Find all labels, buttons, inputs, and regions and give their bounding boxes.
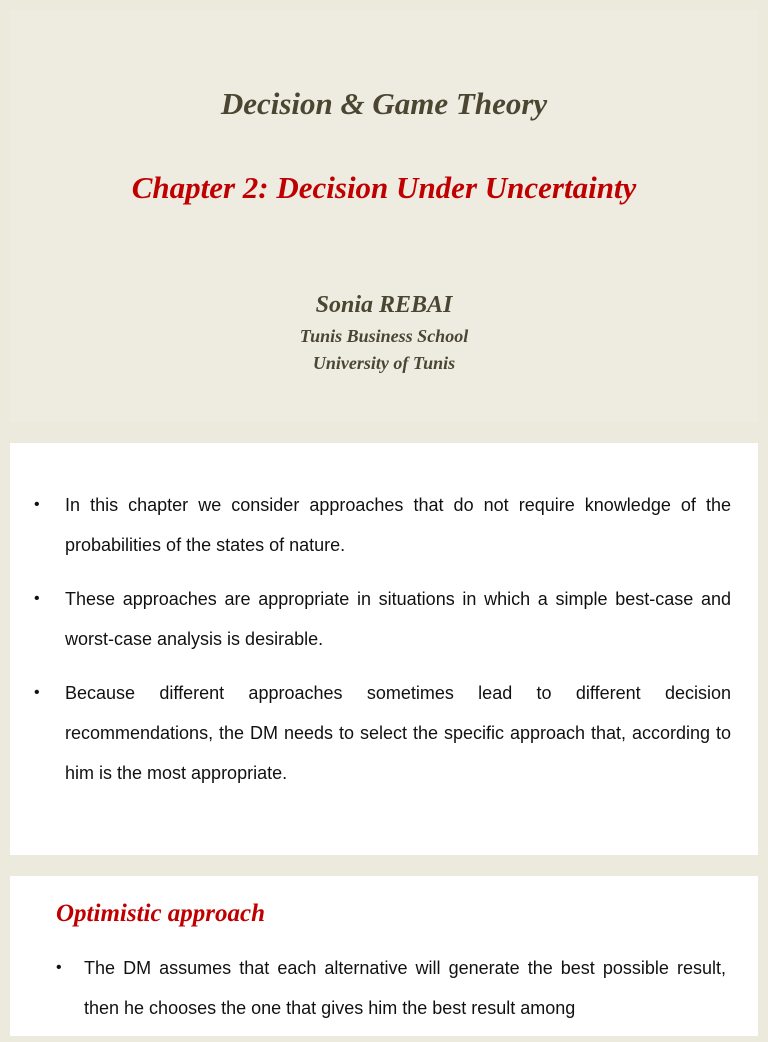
bullet-text: In this chapter we consider approaches that do not require knowledge of the probabilities of the states of nature. — [65, 495, 731, 555]
bullet-list — [10, 948, 758, 1042]
course-title: Decision & Game Theory — [220, 86, 548, 121]
chapter-title: Chapter 2: Decision Under Uncertainty — [131, 170, 637, 205]
bullet-list — [10, 485, 758, 807]
author-name: Sonia REBAI — [315, 292, 453, 318]
affiliation-university: University of Tunis — [312, 353, 456, 373]
bullet-icon: • — [56, 959, 62, 976]
list-item — [10, 579, 758, 659]
affiliation-school: Tunis Business School — [299, 326, 469, 346]
bullet-text: Because different approaches sometimes lead to different decision recommendations, the DM needs to select the specific approach that, according to him is the most appropriate. — [65, 683, 731, 783]
title-slide — [10, 10, 758, 422]
section-heading: Optimistic approach — [56, 900, 266, 927]
bullet-icon: • — [34, 590, 40, 607]
intro-slide — [10, 443, 758, 855]
list-item — [10, 485, 758, 565]
bullet-text: The DM assumes that each alternative will generate the best possible result, then he chooses the one that gives him the best result among — [84, 958, 726, 1018]
bullet-text: These approaches are appropriate in situations in which a simple best-case and worst-case analysis is desirable. — [65, 589, 731, 649]
list-item — [10, 948, 758, 1028]
optimistic-approach-slide — [10, 876, 758, 1036]
list-item — [10, 673, 758, 793]
bullet-icon: • — [34, 496, 40, 513]
bullet-icon: • — [34, 684, 40, 701]
